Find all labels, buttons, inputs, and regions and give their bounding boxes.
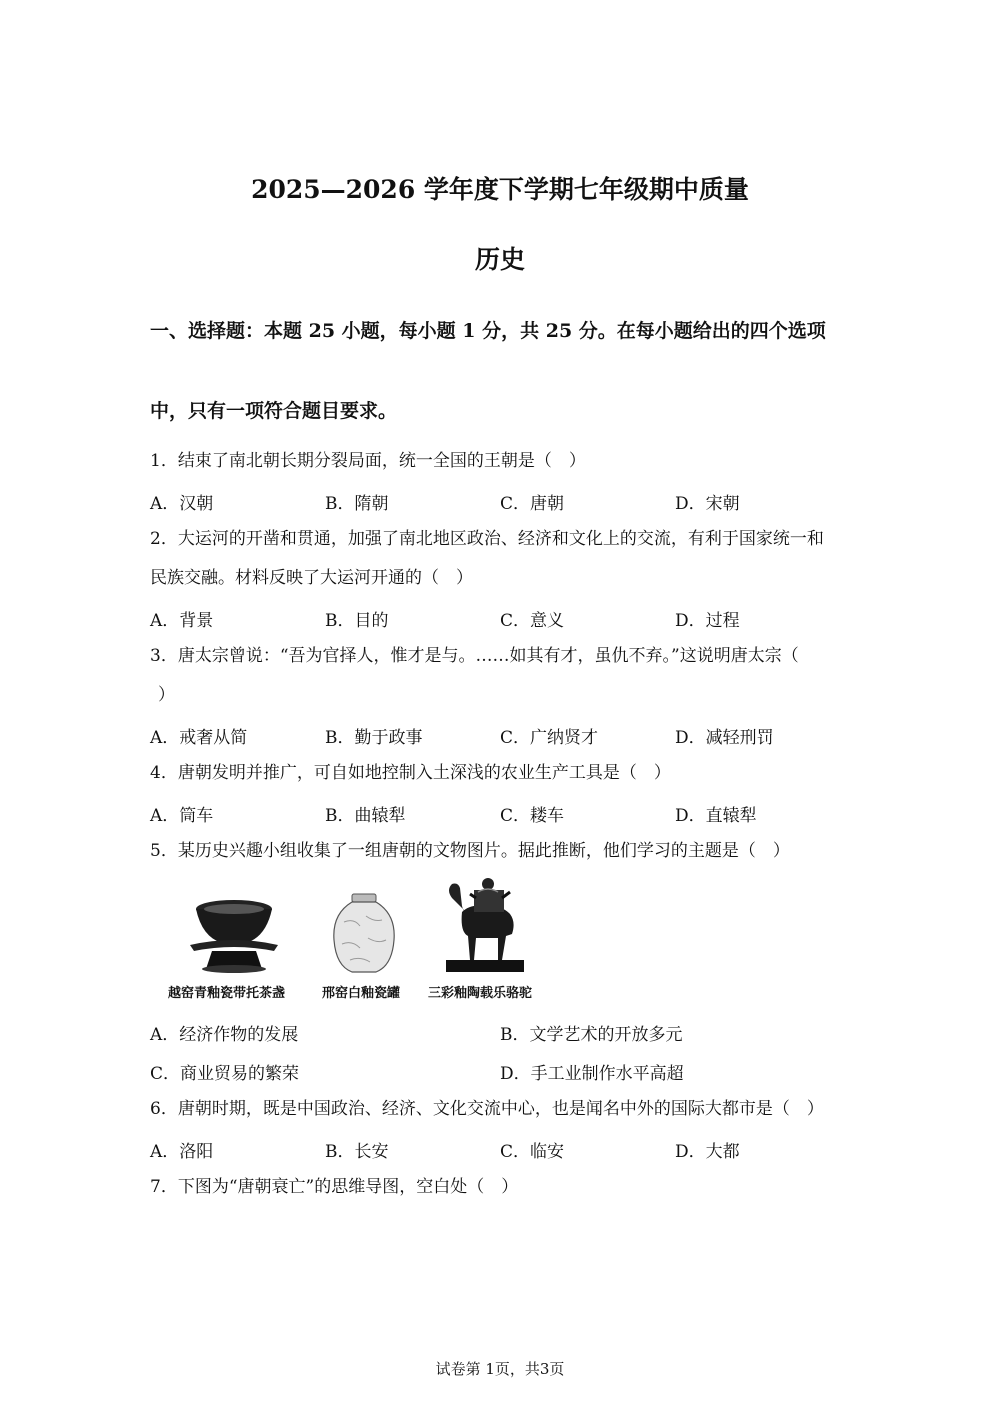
question-stem: 1．结束了南北朝长期分裂局面，统一全国的王朝是（ ） <box>150 451 586 471</box>
section-heading-line2: 中，只有一项符合题目要求。 <box>150 400 398 422</box>
option-a: A．背景 <box>150 611 214 631</box>
option-c: C．意义 <box>500 611 565 631</box>
option-a: A．筒车 <box>150 806 214 826</box>
option-b: B．勤于政事 <box>325 728 423 748</box>
option-a: A．汉朝 <box>150 494 214 514</box>
question-stem: 2．大运河的开凿和贯通，加强了南北地区政治、经济和文化上的交流，有利于国家统一和 <box>150 529 824 549</box>
section-heading-line1: 一、选择题：本题 25 小题，每小题 1 分，共 25 分。在每小题给出的四个选项 <box>150 320 826 342</box>
option-d: D．宋朝 <box>675 494 740 514</box>
figure-caption: 邢窑白釉瓷罐 <box>322 986 401 1001</box>
option-d: D．手工业制作水平高超 <box>500 1064 684 1084</box>
option-b: B．长安 <box>325 1142 389 1162</box>
tea-bowl-image <box>182 895 287 975</box>
porcelain-jar-image <box>330 892 398 976</box>
option-b: B．曲辕犁 <box>325 806 406 826</box>
option-a: A．洛阳 <box>150 1142 214 1162</box>
option-a: A．经济作物的发展 <box>150 1025 299 1045</box>
option-c: C．唐朝 <box>500 494 565 514</box>
figure-caption: 越窑青釉瓷带托茶盏 <box>168 986 286 1001</box>
option-d: D．直辕犁 <box>675 806 757 826</box>
option-b: B．文学艺术的开放多元 <box>500 1025 683 1045</box>
option-a: A．戒奢从简 <box>150 728 248 748</box>
option-c: C．广纳贤才 <box>500 728 599 748</box>
option-c: C．临安 <box>500 1142 565 1162</box>
subject-title: 历史 <box>474 245 525 274</box>
question-stem: 3．唐太宗曾说：“吾为官择人，惟才是与。……如其有才，虽仇不弃。”这说明唐太宗（ <box>150 646 799 666</box>
question-stem: 4．唐朝发明并推广，可自如地控制入土深浅的农业生产工具是（ ） <box>150 763 671 783</box>
option-d: D．过程 <box>675 611 740 631</box>
page-footer: 试卷第 1页，共3页 <box>435 1360 565 1378</box>
option-c: C．耧车 <box>500 806 565 826</box>
figure-caption: 三彩釉陶载乐骆驼 <box>428 986 533 1001</box>
question-stem: 5．某历史兴趣小组收集了一组唐朝的文物图片。据此推断，他们学习的主题是（ ） <box>150 841 790 861</box>
camel-figurine-image <box>440 876 528 976</box>
question-stem: 6．唐朝时期，既是中国政治、经济、文化交流中心，也是闻名中外的国际大都市是（ ） <box>150 1099 824 1119</box>
option-b: B．隋朝 <box>325 494 389 514</box>
question-stem-cont: ） <box>158 685 175 705</box>
option-b: B．目的 <box>325 611 389 631</box>
option-d: D．大都 <box>675 1142 740 1162</box>
exam-title: 2025—2026 学年度下学期七年级期中质量 <box>251 175 749 204</box>
option-d: D．减轻刑罚 <box>675 728 774 748</box>
option-c: C．商业贸易的繁荣 <box>150 1064 300 1084</box>
question-stem: 7．下图为“唐朝衰亡”的思维导图，空白处（ ） <box>150 1177 519 1197</box>
question-stem-cont: 民族交融。材料反映了大运河开通的（ ） <box>150 568 473 588</box>
